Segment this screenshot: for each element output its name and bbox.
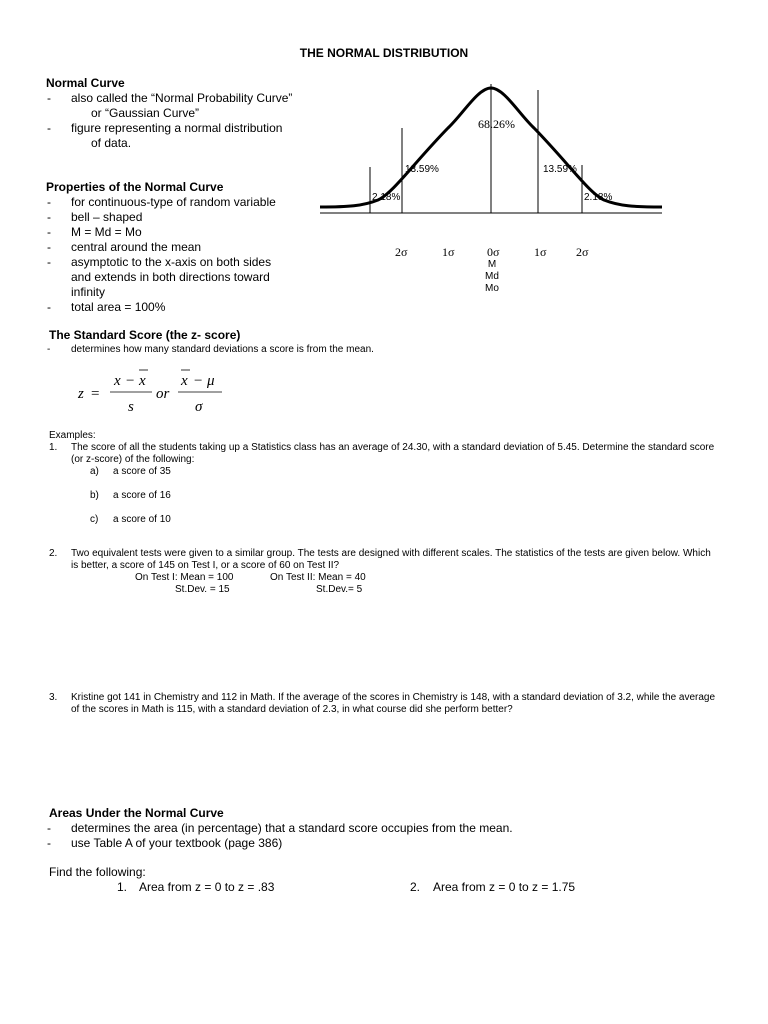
bullet-dash: - <box>47 91 51 105</box>
question-2-number: 2. <box>410 880 421 894</box>
formula-equals: = <box>91 386 100 402</box>
bullet-dash: - <box>47 821 51 835</box>
example-1-line-2: (or z-score) of the following: <box>71 454 195 465</box>
bullet-dash: - <box>47 344 51 355</box>
formula-mu: μ <box>207 373 215 389</box>
property-item: infinity <box>71 285 106 299</box>
mode-label: Mo <box>485 283 499 294</box>
areas-item-2: use Table A of your textbook (page 386) <box>71 836 283 850</box>
question-2: Area from z = 0 to z = 1.75 <box>433 880 576 894</box>
part-text: a score of 10 <box>113 514 171 525</box>
left-inner-area-label: 13.59% <box>405 164 439 175</box>
normal-curve-item-2-line-1: figure representing a normal distribution <box>71 121 283 135</box>
zscore-formula <box>76 362 246 420</box>
bullet-dash: - <box>47 210 51 224</box>
part-text: a score of 35 <box>113 466 171 477</box>
normal-curve-item-1-line-1: also called the “Normal Probability Curve” <box>71 91 293 105</box>
formula-sigma: σ <box>195 399 203 415</box>
formula-z: z <box>78 386 84 402</box>
axis-label-minus-1-sigma: 1σ <box>442 245 455 259</box>
zscore-description: determines how many standard deviations a score is from the mean. <box>71 344 374 355</box>
formula-xbar-2: x <box>181 373 188 389</box>
axis-label-plus-2-sigma: 2σ <box>576 245 589 259</box>
bullet-dash: - <box>47 240 51 254</box>
example-3-line-1: Kristine got 141 in Chemistry and 112 in Math. If the average of the scores in Chemistry is 148, with a standard deviation of 3.2, while the average <box>71 692 716 703</box>
find-label: Find the following: <box>49 865 146 879</box>
normal-curve-item-1-line-2: or “Gaussian Curve” <box>91 105 200 120</box>
normal-curve-item-2-line-2: of data. <box>91 135 132 150</box>
part-text: a score of 16 <box>113 490 171 501</box>
example-3-number: 3. <box>49 692 58 703</box>
test-1-sd: St.Dev. = 15 <box>175 584 230 595</box>
example-1-number: 1. <box>49 442 58 453</box>
center-area-label: 68.26% <box>478 117 515 131</box>
example-2-line-1: Two equivalent tests were given to a similar group. The tests are designed with different scales. The statistics of the tests are given below. Which <box>71 548 711 559</box>
left-outer-area-label: 2.18% <box>372 192 401 203</box>
bullet-dash: - <box>47 195 51 209</box>
bullet-dash: - <box>47 121 51 135</box>
test-2-mean: On Test II: Mean = 40 <box>270 572 366 583</box>
right-outer-area-label: 2.18% <box>584 192 613 203</box>
part-letter: a) <box>90 466 99 477</box>
formula-x: x <box>114 373 121 389</box>
median-label: Md <box>485 271 499 282</box>
formula-xbar: x <box>139 373 146 389</box>
property-item: central around the mean <box>71 240 202 254</box>
bullet-dash: - <box>47 300 51 314</box>
part-letter: b) <box>90 490 99 501</box>
normal-curve-heading: Normal Curve <box>46 76 125 90</box>
question-1-number: 1. <box>117 880 128 894</box>
bullet-dash: - <box>47 836 51 850</box>
test-2-sd: St.Dev.= 5 <box>316 584 363 595</box>
areas-heading: Areas Under the Normal Curve <box>49 806 224 820</box>
property-item: asymptotic to the x-axis on both sides <box>71 255 272 269</box>
property-item: M = Md = Mo <box>71 225 142 239</box>
examples-label: Examples: <box>49 430 96 441</box>
property-item: and extends in both directions toward <box>71 270 270 284</box>
property-item: total area = 100% <box>71 300 166 314</box>
property-item: for continuous-type of random variable <box>71 195 276 209</box>
example-1-line-1: The score of all the students taking up a Statistics class has an average of 24.30, with a standard deviation of 5.45. Determine the standard score <box>71 442 715 453</box>
right-inner-area-label: 13.59% <box>543 164 577 175</box>
page-title: THE NORMAL DISTRIBUTION <box>299 46 469 60</box>
example-2-line-2: is better, a score of 145 on Test I, or a score of 60 on Test II? <box>71 560 340 571</box>
properties-heading: Properties of the Normal Curve <box>46 180 224 194</box>
axis-label-plus-1-sigma: 1σ <box>534 245 547 259</box>
example-3-line-2: of the scores in Math is 115, with a standard deviation of 2.3, in what course did she perform better? <box>71 704 513 715</box>
bullet-dash: - <box>47 255 51 269</box>
question-1: Area from z = 0 to z = .83 <box>139 880 275 894</box>
test-1-mean: On Test I: Mean = 100 <box>135 572 234 583</box>
areas-item-1: determines the area (in percentage) that a standard score occupies from the mean. <box>71 821 513 835</box>
formula-or: or <box>156 386 170 402</box>
formula-s: s <box>128 399 134 415</box>
example-2-number: 2. <box>49 548 58 559</box>
zscore-heading: The Standard Score (the z- score) <box>49 328 241 342</box>
mean-labels <box>480 259 504 295</box>
bullet-dash: - <box>47 225 51 239</box>
part-letter: c) <box>90 514 99 525</box>
formula-minus: − <box>126 373 135 389</box>
axis-label-zero-sigma: 0σ <box>487 245 500 259</box>
formula-minus-2: − <box>194 373 203 389</box>
axis-label-minus-2-sigma: 2σ <box>395 245 408 259</box>
normal-curve-figure <box>318 80 664 238</box>
mean-label: M <box>487 259 497 270</box>
property-item: bell – shaped <box>71 210 143 224</box>
